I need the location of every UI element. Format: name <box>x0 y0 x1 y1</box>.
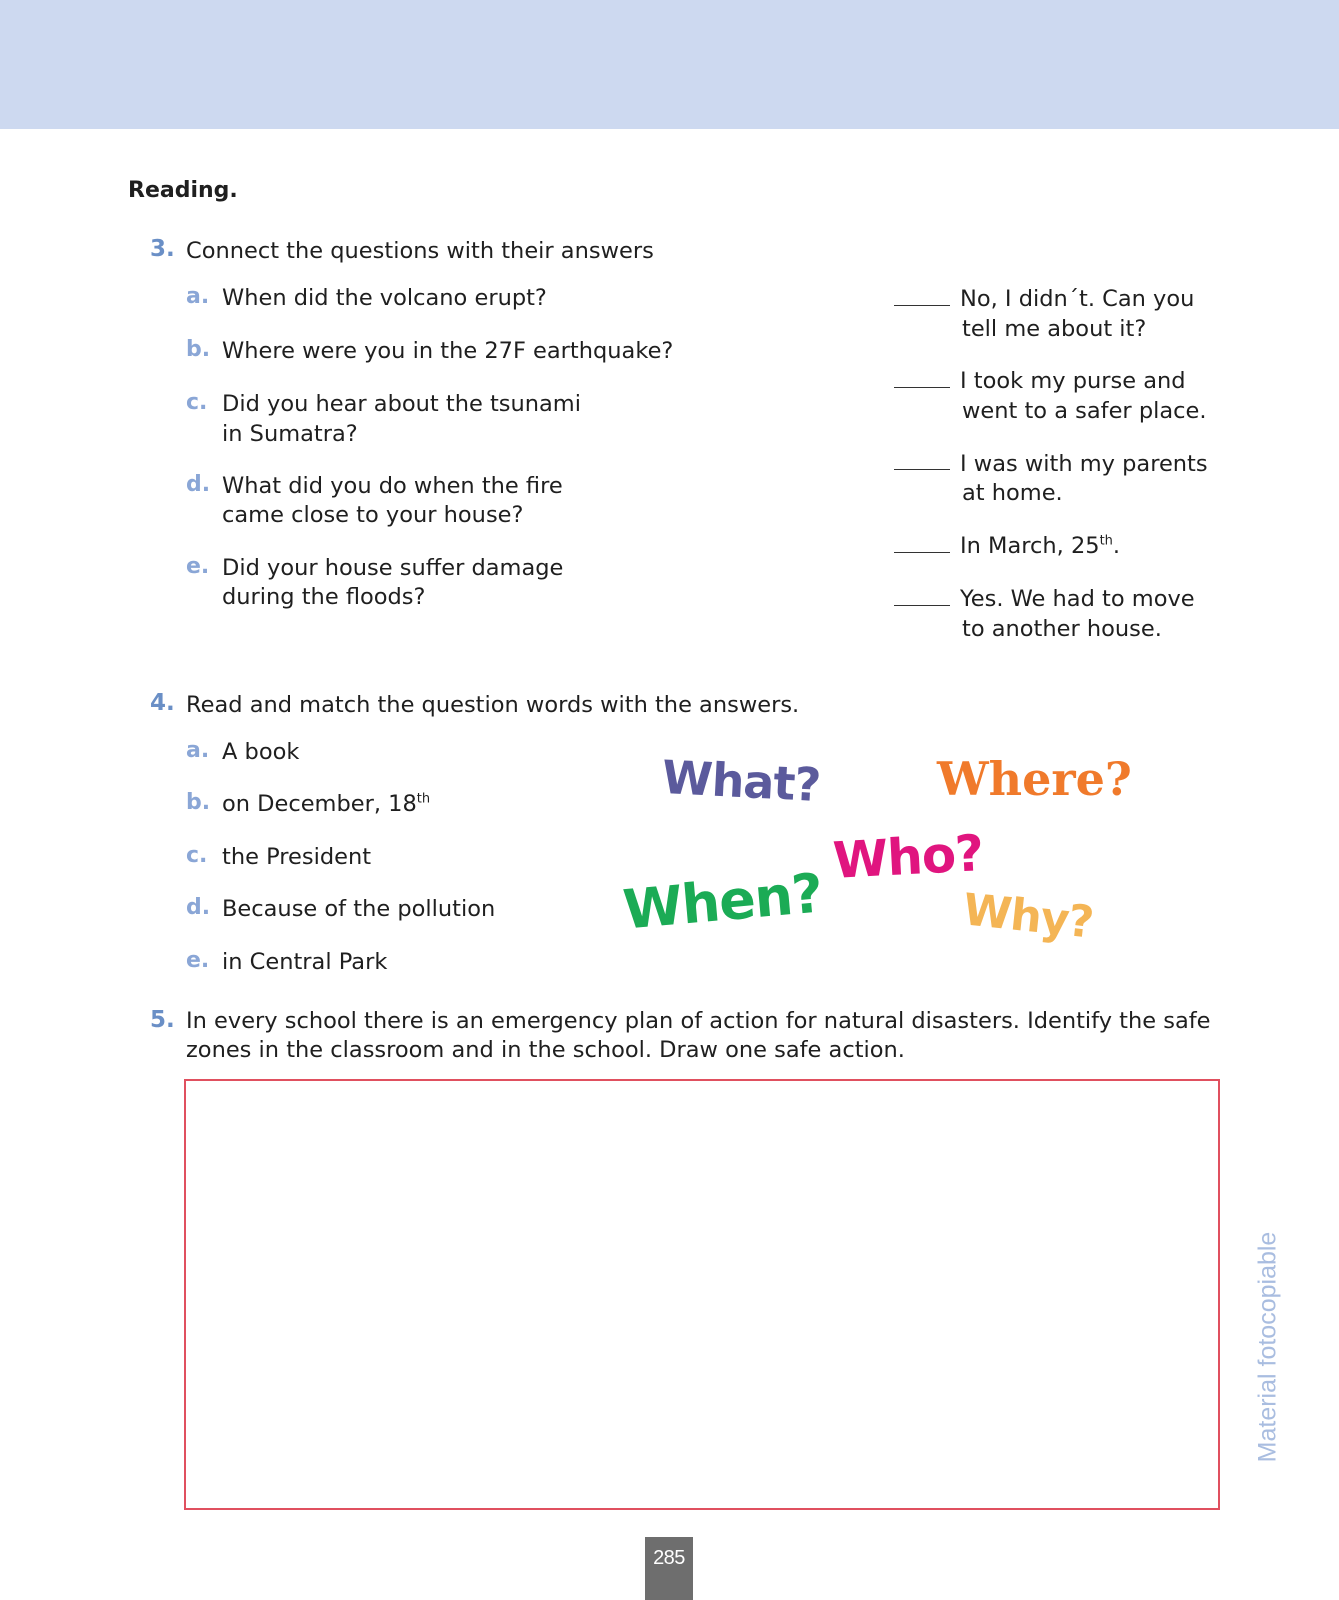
question-4-instruction: Read and match the question words with the answers. <box>186 692 800 718</box>
photocopiable-note: Material fotocopiable <box>1253 1231 1282 1463</box>
q3-question-a: When did the volcano erupt? <box>222 285 547 311</box>
q4-item-c <box>222 842 371 872</box>
section-heading: Reading. <box>128 178 238 203</box>
q4-item-e <box>222 947 387 977</box>
q4-item-d-text: Because of the pollution <box>222 896 496 922</box>
question-4-number: 4. <box>150 690 175 716</box>
q3-question-b: Where were you in the 27F earthquake? <box>222 338 674 364</box>
answer-blank-1[interactable] <box>894 305 950 306</box>
answer-1-line2: tell me about it? <box>962 316 1147 342</box>
q4-item-b-text: on December, 18 <box>222 791 417 817</box>
q4-letter-e: e. <box>186 948 210 973</box>
answer-blank-5[interactable] <box>894 605 950 606</box>
answer-4-text: In March, 25 <box>960 533 1100 559</box>
question-5-line2: zones in the classroom and in the school. Draw one safe action. <box>186 1037 905 1063</box>
answer-4 <box>960 531 1230 561</box>
answer-5-line2: to another house. <box>962 616 1162 642</box>
question-3-number: 3. <box>150 236 175 262</box>
q4-item-c-text: the President <box>222 844 372 870</box>
q4-item-e-text: in Central Park <box>222 949 388 975</box>
q3-letter-b: b. <box>186 337 211 362</box>
answer-blank-2[interactable] <box>894 387 950 388</box>
q3-question-c-line2: in Sumatra? <box>222 421 358 447</box>
word-when: When? <box>620 861 825 942</box>
answer-3-line1: I was with my parents <box>960 451 1208 477</box>
q4-item-b <box>222 789 430 819</box>
page-number: 285 <box>653 1547 685 1569</box>
word-what: What? <box>660 749 822 813</box>
q4-letter-d: d. <box>186 895 211 920</box>
answer-1-line1: No, I didn´t. Can you <box>960 286 1195 312</box>
q4-letter-b: b. <box>186 790 211 815</box>
question-5-number: 5. <box>150 1007 175 1033</box>
answer-4-after: . <box>1112 533 1121 559</box>
q4-item-a <box>222 737 299 767</box>
answer-2-line2: went to a safer place. <box>962 398 1207 424</box>
q3-question-d-line2: came close to your house? <box>222 502 524 528</box>
q4-letter-a: a. <box>186 738 210 763</box>
answer-4-sup: th <box>1099 533 1113 549</box>
answer-blank-3[interactable] <box>894 469 950 470</box>
word-where: Where? <box>937 752 1132 806</box>
answer-2-line1: I took my purse and <box>960 368 1186 394</box>
q3-letter-a: a. <box>186 284 210 309</box>
q3-question-e-line1: Did your house suffer damage <box>222 555 564 581</box>
q3-letter-e: e. <box>186 554 210 579</box>
word-who: Who? <box>831 824 985 890</box>
answer-5-line1: Yes. We had to move <box>960 586 1195 612</box>
q3-question-c-line1: Did you hear about the tsunami <box>222 391 581 417</box>
question-3-instruction: Connect the questions with their answers <box>186 238 654 264</box>
word-why: Why? <box>960 884 1096 949</box>
answer-3-line2: at home. <box>962 480 1063 506</box>
q4-item-b-sup: th <box>416 791 431 807</box>
drawing-area[interactable] <box>184 1079 1220 1510</box>
answer-blank-4[interactable] <box>894 552 950 553</box>
q4-item-a-text: A book <box>222 739 300 765</box>
q4-letter-c: c. <box>186 843 208 868</box>
q3-letter-c: c. <box>186 390 208 415</box>
q4-item-d <box>222 894 495 924</box>
header-band <box>0 0 1339 129</box>
question-5-line1: In every school there is an emergency plan of action for natural disasters. Identify the safe <box>186 1008 1211 1034</box>
q3-question-d-line1: What did you do when the fire <box>222 473 563 499</box>
q3-question-e-line2: during the floods? <box>222 584 426 610</box>
q3-letter-d: d. <box>186 472 211 497</box>
